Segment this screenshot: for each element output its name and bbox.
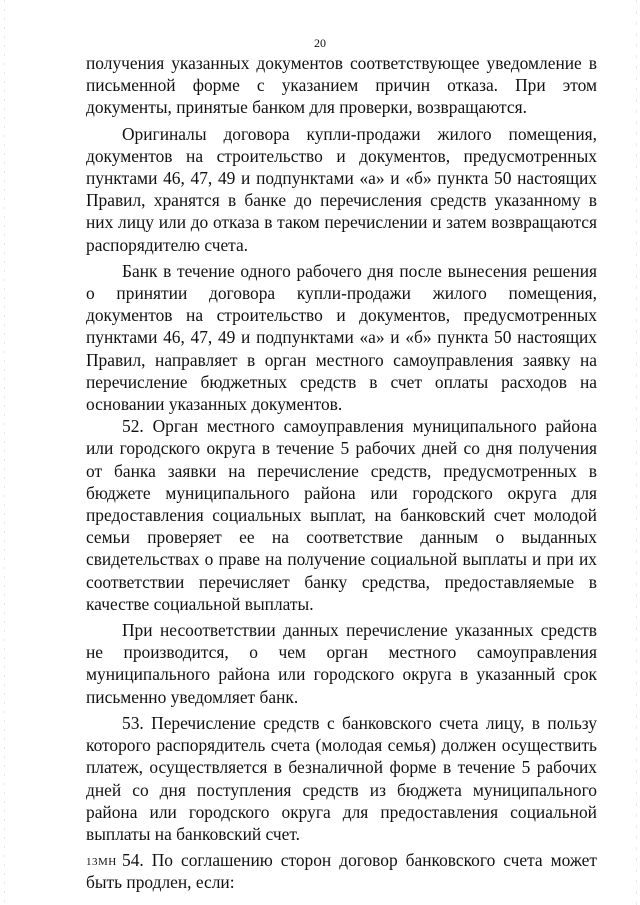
paragraph-originals: Оригиналы договора купли-продажи жилого помещения, документов на строительство и документов, предусмотренных пунктами 46, 47, 49 и подпунктами «а» и «б» пункта 50 настоящих Правил, хранятся в банке до перечисления средств указанному в них лицу или до отказа в таком перечислении и затем возвращаются распорядителю счета.	[86, 123, 597, 255]
paragraph-continuation: получения указанных документов соответствующее уведомление в письменной форме с указанием причин отказа. При этом документы, принятые банком для проверки, возвращаются.	[86, 53, 597, 118]
paragraph-clause-52: 52. Орган местного самоуправления муниципального района или городского округа в течение 5 рабочих дней со дня получения от банка заявки на перечисление средств, предусмотренных в бюджете муниципального района или городского округа для предоставления социальных выплат, на банковский счет молодой семьи проверяет ее на соответствие данным о выданных свидетельствах о праве на получение социальной выплаты и при их соответствии перечисляет банку средства, предоставляемые в качестве социальной выплаты.	[86, 416, 597, 614]
footer-document-code: 13МН	[86, 856, 117, 868]
page-number: 20	[314, 36, 326, 50]
paragraph-bank-request: Банк в течение одного рабочего дня после вынесения решения о принятии договора купли-продажи жилого помещения, документов на строительство и документов, предусмотренных пунктами 46, 47, 49 и подпунктами «а» и «б» пункта 50 настоящих Правил, направляет в орган местного самоуправления заявку на перечисление бюджетных средств в счет оплаты расходов на основании указанных документов.	[86, 260, 597, 415]
document-body	[86, 52, 597, 894]
scan-edge-left	[4, 0, 5, 905]
scan-edge-right	[636, 0, 637, 905]
paragraph-clause-54: 54. По соглашению сторон договор банковского счета может быть продлен, если:	[86, 850, 597, 893]
paragraph-clause-53: 53. Перечисление средств с банковского счета лицу, в пользу которого распорядитель счета (молодая семья) должен осуществить платеж, осуществляется в безналичной форме в течение 5 рабочих дней со дня поступления средств из бюджета муниципального района или городского округа для предоставления социальной выплаты на банковский счет.	[86, 712, 597, 844]
paragraph-mismatch: При несоответствии данных перечисление указанных средств не производится, о чем орган местного самоуправления муниципального района или городского округа в указанный срок письменно уведомляет банк.	[86, 620, 597, 707]
